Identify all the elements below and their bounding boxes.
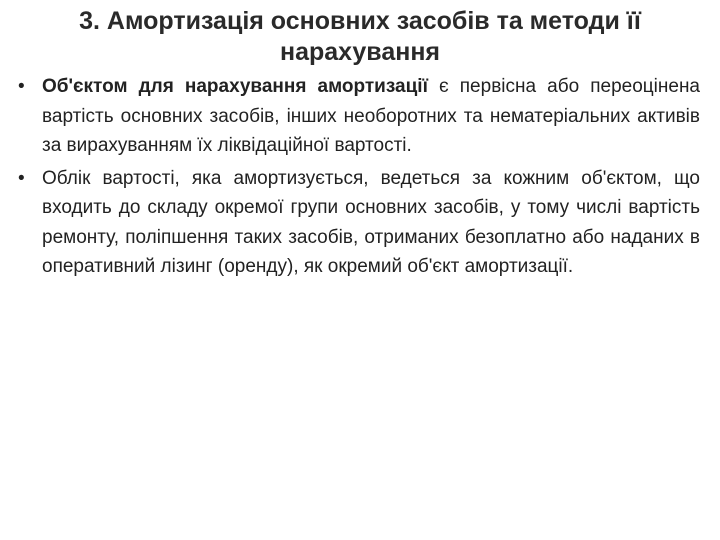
bullet-marker: •: [18, 167, 25, 189]
bullet-marker: •: [18, 76, 25, 97]
bullet-lead-text: Об'єктом для нарахування амортизації: [42, 76, 428, 97]
slide-title: 3. Амортизація основних засобів та методи її нарахування: [79, 7, 641, 66]
bullet-list: [18, 72, 700, 285]
bullet-text: Облік вартості, яка амортизується, ведеться за кожним об'єктом, що входить до складу окремої групи основних засобів, у тому числі вартість ремонту, поліпшення таких засобів, отриманих безоплатно або наданих в оперативний лізинг (оренду), як окремий об'єкт амортизації.: [42, 167, 700, 277]
bullet-item: [18, 72, 700, 161]
bullet-text: є первісна або переоцінена вартість основних засобів, інших необоротних та нематеріальних активів за вирахуванням їх ліквідаційної вартості.: [42, 76, 701, 156]
bullet-item: [18, 164, 700, 282]
